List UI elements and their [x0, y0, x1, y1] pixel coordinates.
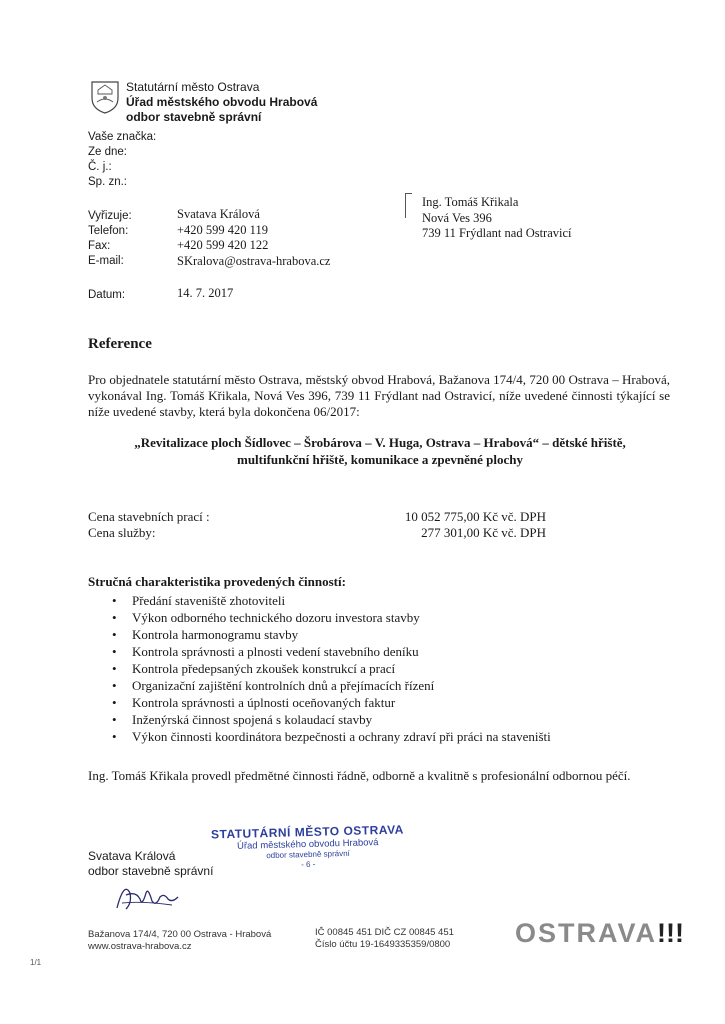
- price-labels: [88, 509, 210, 540]
- office-stamp: [207, 822, 408, 882]
- reference-fields: [88, 130, 156, 190]
- handled-by-label: Vyřizuje:: [88, 210, 132, 222]
- letterhead: [126, 80, 317, 125]
- list-item: • Kontrola správnosti a plnosti vedení stavebního deníku: [132, 643, 692, 660]
- footer-address: [88, 929, 271, 953]
- file-number-label: Sp. zn.:: [88, 176, 127, 188]
- stamp-line-department: odbor stavebně správní: [266, 848, 350, 861]
- phone-label: Telefon:: [88, 225, 129, 237]
- signer-department: odbor stavebně správní: [88, 864, 214, 878]
- email-value[interactable]: SKralova@ostrava-hrabova.cz: [177, 253, 331, 268]
- contact-labels: [88, 209, 132, 269]
- addressee-city: 739 11 Frýdlant nad Ostravicí: [422, 226, 572, 240]
- page-number: 1/1: [30, 958, 42, 967]
- list-item: • Inženýrská činnost spojená s kolaudací stavby: [132, 711, 692, 728]
- addressee-name: Ing. Tomáš Křikala: [422, 195, 519, 209]
- ostrava-logo-exclamation: !!!: [657, 918, 684, 948]
- list-item: • Kontrola harmonogramu stavby: [132, 626, 692, 643]
- letterhead-department: odbor stavebně správní: [126, 110, 262, 124]
- footer-street: Bažanova 174/4, 720 00 Ostrava - Hrabová: [88, 929, 272, 940]
- list-item: • Kontrola předepsaných zkoušek konstrukcí a prací: [132, 660, 692, 677]
- handwritten-signature: [112, 873, 182, 915]
- intro-paragraph: Pro objednatele statutární město Ostrava, městský obvod Hrabová, Bažanova 174/4, 720 00 Ostrava – Hrabová, vykonával Ing. Tomáš Křikala, Nová Ves 396, 739 11 Frýdlant nad Ostravicí, níže uvedené činnosti týkající se níže uvedené stavby, která byla dokončena 06/2017:: [88, 372, 670, 419]
- addressee-block: [422, 195, 572, 242]
- list-item: • Kontrola správnosti a úplnosti oceňovaných faktur: [132, 694, 692, 711]
- closing-paragraph: Ing. Tomáš Křikala provedl předmětné činnosti řádně, odborně a kvalitně s profesionální odbornou péčí.: [88, 768, 631, 783]
- construction-price-label: Cena stavebních prací :: [88, 509, 210, 524]
- footer-ids: [315, 927, 454, 951]
- ostrava-logo: [515, 918, 684, 949]
- activities-list: [110, 592, 692, 745]
- email-label: E-mail:: [88, 255, 124, 267]
- activities-title: Stručná charakteristika provedených činností:: [88, 574, 346, 589]
- letterhead-office: Úřad městského obvodu Hrabová: [126, 95, 318, 109]
- phone-value: +420 599 420 119: [177, 222, 268, 237]
- list-item: • Výkon činnosti koordinátora bezpečnosti a ochrany zdraví při práci na staveništi: [132, 728, 692, 745]
- project-name: „Revitalizace ploch Šídlovec – Šrobárova – V. Huga, Ostrava – Hrabová“ – dětské hřiště, multifunkční hřiště, komunikace a zpevněné plochy: [134, 435, 626, 467]
- date-label: Datum:: [88, 289, 126, 301]
- price-values: [330, 509, 546, 540]
- list-item: • Předání staveniště zhotoviteli: [132, 592, 692, 609]
- list-item: • Výkon odborného technického dozoru investora stavby: [132, 609, 692, 626]
- footer-tax-ids: IČ 00845 451 DIČ CZ 00845 451: [315, 927, 454, 938]
- handled-by-value: Svatava Králová: [177, 207, 260, 221]
- address-window-corner: [405, 193, 412, 218]
- letterhead-city: Statutární město Ostrava: [126, 80, 260, 94]
- case-number-label: Č. j.:: [88, 161, 112, 173]
- date-value: 14. 7. 2017: [177, 286, 234, 300]
- your-ref-label: Vaše značka:: [88, 131, 157, 143]
- contact-values: [177, 207, 330, 269]
- footer-website[interactable]: www.ostrava-hrabova.cz: [88, 941, 192, 952]
- addressee-street: Nová Ves 396: [422, 210, 492, 225]
- footer-bank-account: Číslo účtu 19-1649335359/0800: [315, 939, 451, 950]
- stamp-line-city: STATUTÁRNÍ MĚSTO OSTRAVA: [210, 822, 405, 842]
- service-price-label: Cena služby:: [88, 524, 156, 540]
- date-from-label: Ze dne:: [88, 146, 127, 158]
- fax-label: Fax:: [88, 240, 111, 252]
- stamp-line-number: - 6 -: [301, 859, 316, 870]
- signer-name: Svatava Králová: [88, 849, 176, 863]
- ostrava-crest-icon: [90, 80, 120, 114]
- service-price-value: 277 301,00 Kč vč. DPH: [421, 524, 546, 540]
- construction-price-value: 10 052 775,00 Kč vč. DPH: [404, 509, 546, 524]
- document-title: Reference: [88, 336, 152, 352]
- list-item: • Organizační zajištění kontrolních dnů a přejímacích řízení: [132, 677, 692, 694]
- stamp-line-office: Úřad městského obvodu Hrabová: [236, 837, 379, 852]
- fax-value: +420 599 420 122: [177, 238, 269, 252]
- ostrava-logo-text: OSTRAVA: [515, 918, 657, 948]
